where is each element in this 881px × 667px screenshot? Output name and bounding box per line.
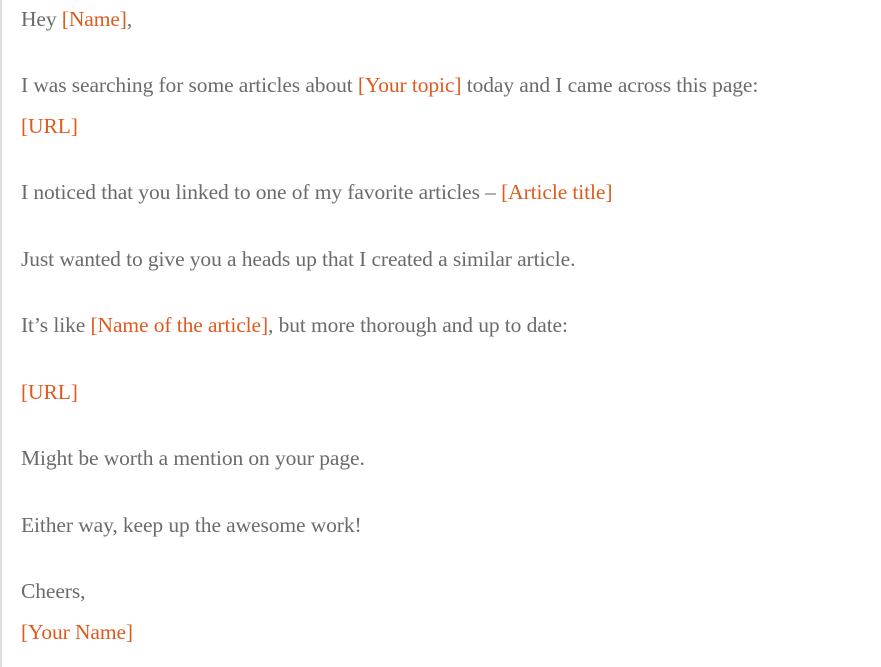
your-name-placeholder: [Your Name] [21,620,133,644]
paragraph-new-url [21,379,78,405]
paragraph-searching-url-line [21,113,78,139]
paragraph-mention: Might be worth a mention on your page. [21,446,365,470]
paragraph-searching-prefix: I was searching for some articles about [21,73,358,97]
paragraph-similar-article-prefix: It’s like [21,313,91,337]
greeting-prefix: Hey [21,7,62,31]
article-name-placeholder: [Name of the article] [90,313,269,337]
paragraph-linked-article-prefix: I noticed that you linked to one of my favorite articles – [21,180,502,204]
paragraph-similar-article-suffix: , but more thorough and up to date: [268,313,568,337]
left-border-rule [0,0,2,667]
name-placeholder: [Name] [61,7,127,31]
signoff-name-line [21,619,133,645]
signoff-line: Cheers, [21,579,86,603]
paragraph-heads-up: Just wanted to give you a heads up that I created a similar article. [21,247,576,271]
paragraph-searching [21,72,758,98]
paragraph-linked-article [21,179,612,205]
greeting-line [21,6,132,32]
paragraph-keep-up: Either way, keep up the awesome work! [21,513,362,537]
paragraph-searching-suffix: today and I came across this page: [461,73,759,97]
article-title-placeholder: [Article title] [501,180,613,204]
topic-placeholder: [Your topic] [357,73,462,97]
greeting-suffix: , [126,7,133,31]
new-url-placeholder: [URL] [21,380,78,404]
url-placeholder: [URL] [21,114,78,138]
paragraph-similar-article [21,312,568,338]
